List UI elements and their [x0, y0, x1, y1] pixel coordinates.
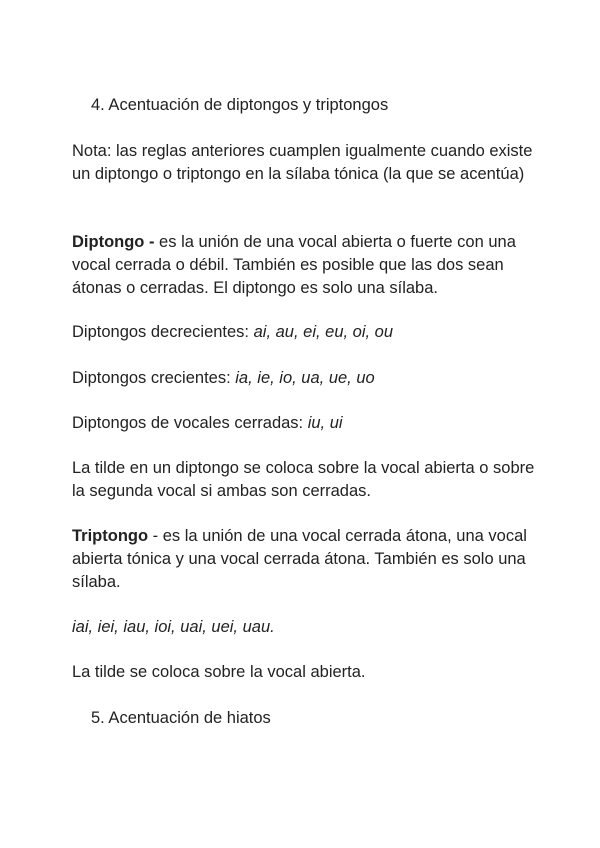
triptongo-term: Triptongo [72, 527, 149, 545]
tilde-diptongo-paragraph: La tilde en un diptongo se coloca sobre la vocal abierta o sobre la segunda vocal si ambas son cerradas. [72, 459, 535, 500]
decrecientes-line [72, 321, 542, 344]
crecientes-examples: ia, ie, io, ua, ue, uo [235, 369, 375, 387]
decrecientes-label: Diptongos decrecientes: [72, 323, 254, 341]
cerradas-examples: iu, ui [307, 414, 343, 432]
tilde-triptongo-paragraph: La tilde se coloca sobre la vocal abierta. [72, 663, 366, 681]
section-heading-5: 5. Acentuación de hiatos [91, 709, 271, 727]
diptongo-paragraph [72, 231, 542, 300]
decrecientes-examples: ai, au, ei, eu, oi, ou [253, 323, 394, 341]
diptongo-definition: es la unión de una vocal abierta o fuerte con una vocal cerrada o débil. También es posible que las dos sean átonas o cerradas. El diptongo es solo una sílaba. [72, 233, 516, 297]
triptongo-definition: - es la unión de una vocal cerrada átona, una vocal abierta tónica y una vocal cerrada átona. También es solo una sílaba. [72, 527, 527, 591]
triptongo-paragraph [72, 525, 542, 594]
triptongo-examples: iai, iei, iau, ioi, uai, uei, uau. [72, 618, 275, 636]
crecientes-label: Diptongos crecientes: [72, 369, 236, 387]
cerradas-line [72, 412, 542, 435]
section-heading-4: 4. Acentuación de diptongos y triptongos [91, 96, 389, 114]
note-paragraph: Nota: las reglas anteriores cuamplen igualmente cuando existe un diptongo o triptongo en la sílaba tónica (la que se acentúa) [72, 142, 533, 183]
cerradas-label: Diptongos de vocales cerradas: [72, 414, 308, 432]
diptongo-term: Diptongo - [72, 233, 155, 251]
crecientes-line [72, 367, 542, 390]
